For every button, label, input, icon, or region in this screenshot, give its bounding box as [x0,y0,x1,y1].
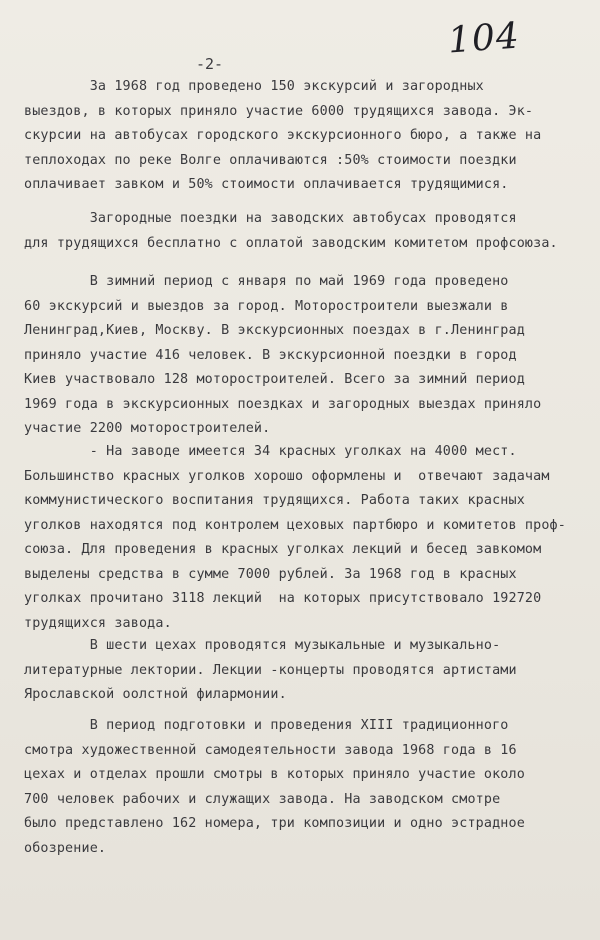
text-line: трудящихся завода. [24,615,172,631]
page-number: -2- [196,55,224,73]
paragraph-2 [24,207,594,256]
text-line: цехах и отделах прошли смотры в которых приняло участие около [24,767,525,782]
text-line: коммунистического воспитания трудящихся. Работа таких красных [24,493,525,508]
text-line: уголков находятся под контролем цеховых партбюро и комитетов проф- [24,517,566,533]
paragraph-1 [24,75,594,198]
text-line: выделены средства в сумме 7000 рублей. За 1968 год в красных [24,566,517,582]
text-line: приняло участие 416 человек. В экскурсионной поездки в город [24,347,517,363]
text-line: Ленинград,Киев, Москву. В экскурсионных поездах в г.Ленинград [24,323,525,338]
text-line: уголках прочитано 3118 лекций на которых присутствовало 192720 [24,591,542,606]
text-line: оплачивает завком и 50% стоимости оплачивается трудящимися. [24,177,509,192]
text-line: Ярославской оолстной филармонии. [24,687,287,702]
text-line: участие 2200 моторостроителей. [24,421,271,436]
paragraph-6 [24,714,594,861]
text-line: теплоходах по реке Волге оплачиваются :50% стоимости поездки [24,152,517,168]
text-line: Загородные поездки на заводских автобусах проводятся [24,211,517,226]
text-line: скурсии на автобусах городского экскурсионного бюро, а также на [24,128,542,143]
paragraph-5 [24,634,594,708]
text-line: В зимний период с января по май 1969 года проведено [24,274,509,289]
text-line: смотра художественной самодеятельности завода 1968 года в 16 [24,742,517,758]
handwritten-page-number: 104 [446,15,522,62]
text-line: В шести цехах проводятся музыкальные и музыкально- [24,638,501,653]
text-line: для трудящихся бесплатно с оплатой заводским комитетом профсоюза. [24,235,558,251]
paragraph-4 [24,440,594,636]
text-line: литературные лектории. Лекции -концерты проводятся артистами [24,662,517,678]
text-line: 60 экскурсий и выездов за город. Моторостроители выезжали в [24,298,509,314]
paragraph-3 [24,270,594,442]
text-line: было представлено 162 номера, три композиции и одно эстрадное [24,816,525,831]
text-line: союза. Для проведения в красных уголках лекций и бесед завкомом [24,542,542,557]
text-line: За 1968 год проведено 150 экскурсий и загородных [24,79,484,94]
text-line: Большинство красных уголков хорошо оформлены и отвечают задачам [24,468,550,484]
text-line: выездов, в которых приняло участие 6000 трудящихся завода. Эк- [24,103,534,119]
text-line: - На заводе имеется 34 красных уголках на 4000 мест. [24,444,517,459]
text-line: В период подготовки и проведения XIII традиционного [24,718,509,733]
text-line: Киев участвовало 128 моторостроителей. Всего за зимний период [24,372,525,387]
text-line: обозрение. [24,840,107,856]
text-line: 1969 года в экскурсионных поездках и загородных выездах приняло [24,396,542,412]
text-line: 700 человек рабочих и служащих завода. На заводском смотре [24,791,501,807]
